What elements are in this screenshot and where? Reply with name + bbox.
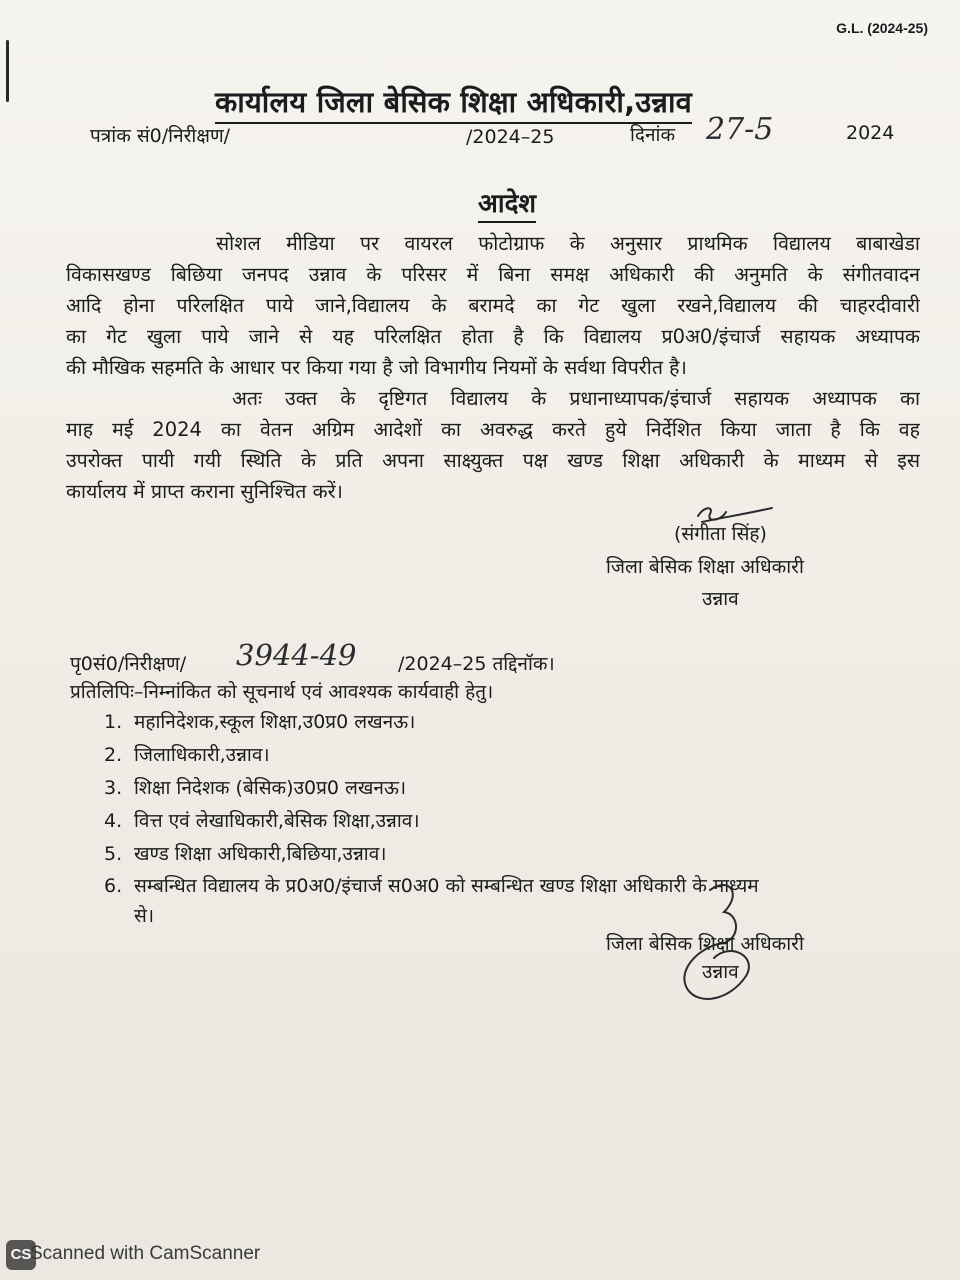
office-title: कार्यालय जिला बेसिक शिक्षा अधिकारी,उन्नाव [215, 82, 692, 124]
list-item: 2. जिलाधिकारी,उन्नाव। [104, 744, 270, 766]
order-heading: आदेश [478, 184, 536, 223]
margin-mark [6, 40, 9, 102]
order-paragraph-line: का गेट खुला पाये जाने से यह परिलक्षित होता है कि विद्यालय प्र0अ0/इंचार्ज सहायक अध्यापक [66, 325, 920, 348]
list-item: 1. महानिदेशक,स्कूल शिक्षा,उ0प्र0 लखनऊ। [104, 711, 416, 733]
copy-ref-suffix: /2024–25 तद्दिनॉक। [398, 653, 555, 675]
order-paragraph-line: की मौखिक सहमति के आधार पर किया गया है जो विभागीय नियमों के सर्वथा विपरीत है। [66, 356, 687, 379]
list-item: 4. वित्त एवं लेखाधिकारी,बेसिक शिक्षा,उन्नाव। [104, 810, 420, 832]
order-paragraph-line: अतः उक्त के दृष्टिगत विद्यालय के प्रधानाध्यापक/इंचार्ज सहायक अध्यापक का [232, 387, 920, 410]
gl-code: G.L. (2024-25) [836, 20, 928, 36]
signatory-name: (संगीता सिंह) [674, 523, 767, 545]
copy-ref-number: 3944-49 [236, 638, 357, 672]
letter-ref-year: /2024–25 [466, 126, 555, 148]
date-handwritten: 27-5 [706, 112, 774, 147]
recipient-list [104, 706, 934, 931]
order-paragraph-line: विकासखण्ड बिछिया जनपद उन्नाव के परिसर में बिना समक्ष अधिकारी की अनुमति के संगीतवादन [66, 263, 920, 286]
list-item: 5. खण्ड शिक्षा अधिकारी,बिछिया,उन्नाव। [104, 843, 387, 865]
copy-place: उन्नाव [702, 961, 739, 983]
copy-designation: जिला बेसिक शिक्षा अधिकारी [606, 933, 804, 955]
copy-intro: प्रतिलिपिः–निम्नांकित को सूचनार्थ एवं आवश्यक कार्यवाही हेतु। [70, 681, 494, 703]
date-year: 2024 [846, 122, 895, 144]
order-paragraph-line: कार्यालय में प्राप्त कराना सुनिश्चित करें। [66, 480, 343, 503]
order-paragraph-line: आदि होना परिलक्षित पाये जाने,विद्यालय के बरामदे का गेट खुला रखने,विद्यालय की चाहरदीवारी [66, 294, 920, 317]
order-paragraph-line: माह मई 2024 का वेतन अग्रिम आदेशों का अवरुद्ध करते हुये निर्देशित किया जाता है कि वह [66, 418, 920, 441]
order-paragraph-line: उपरोक्त पायी गयी स्थिति के प्रति अपना साक्ष्युक्त पक्ष खण्ड शिक्षा अधिकारी के माध्यम से इस [66, 449, 920, 472]
signatory-place: उन्नाव [702, 588, 739, 610]
scanner-watermark: Scanned with CamScanner [30, 1243, 261, 1264]
date-label: दिनांक [630, 124, 676, 146]
signatory-designation: जिला बेसिक शिक्षा अधिकारी [606, 556, 804, 578]
list-item: 6. सम्बन्धित विद्यालय के प्र0अ0/इंचार्ज स0अ0 को सम्बन्धित खण्ड शिक्षा अधिकारी के माध्यम से। [104, 875, 759, 927]
order-paragraph-line: सोशल मीडिया पर वायरल फोटोग्राफ के अनुसार प्राथमिक विद्यालय बाबाखेडा [216, 232, 920, 255]
letter-ref-prefix: पत्रांक सं0/निरीक्षण/ [90, 125, 231, 147]
list-item: 3. शिक्षा निदेशक (बेसिक)उ0प्र0 लखनऊ। [104, 777, 407, 799]
camscanner-logo: CS [6, 1240, 36, 1270]
copy-ref-prefix: पृ0सं0/निरीक्षण/ [70, 653, 187, 675]
